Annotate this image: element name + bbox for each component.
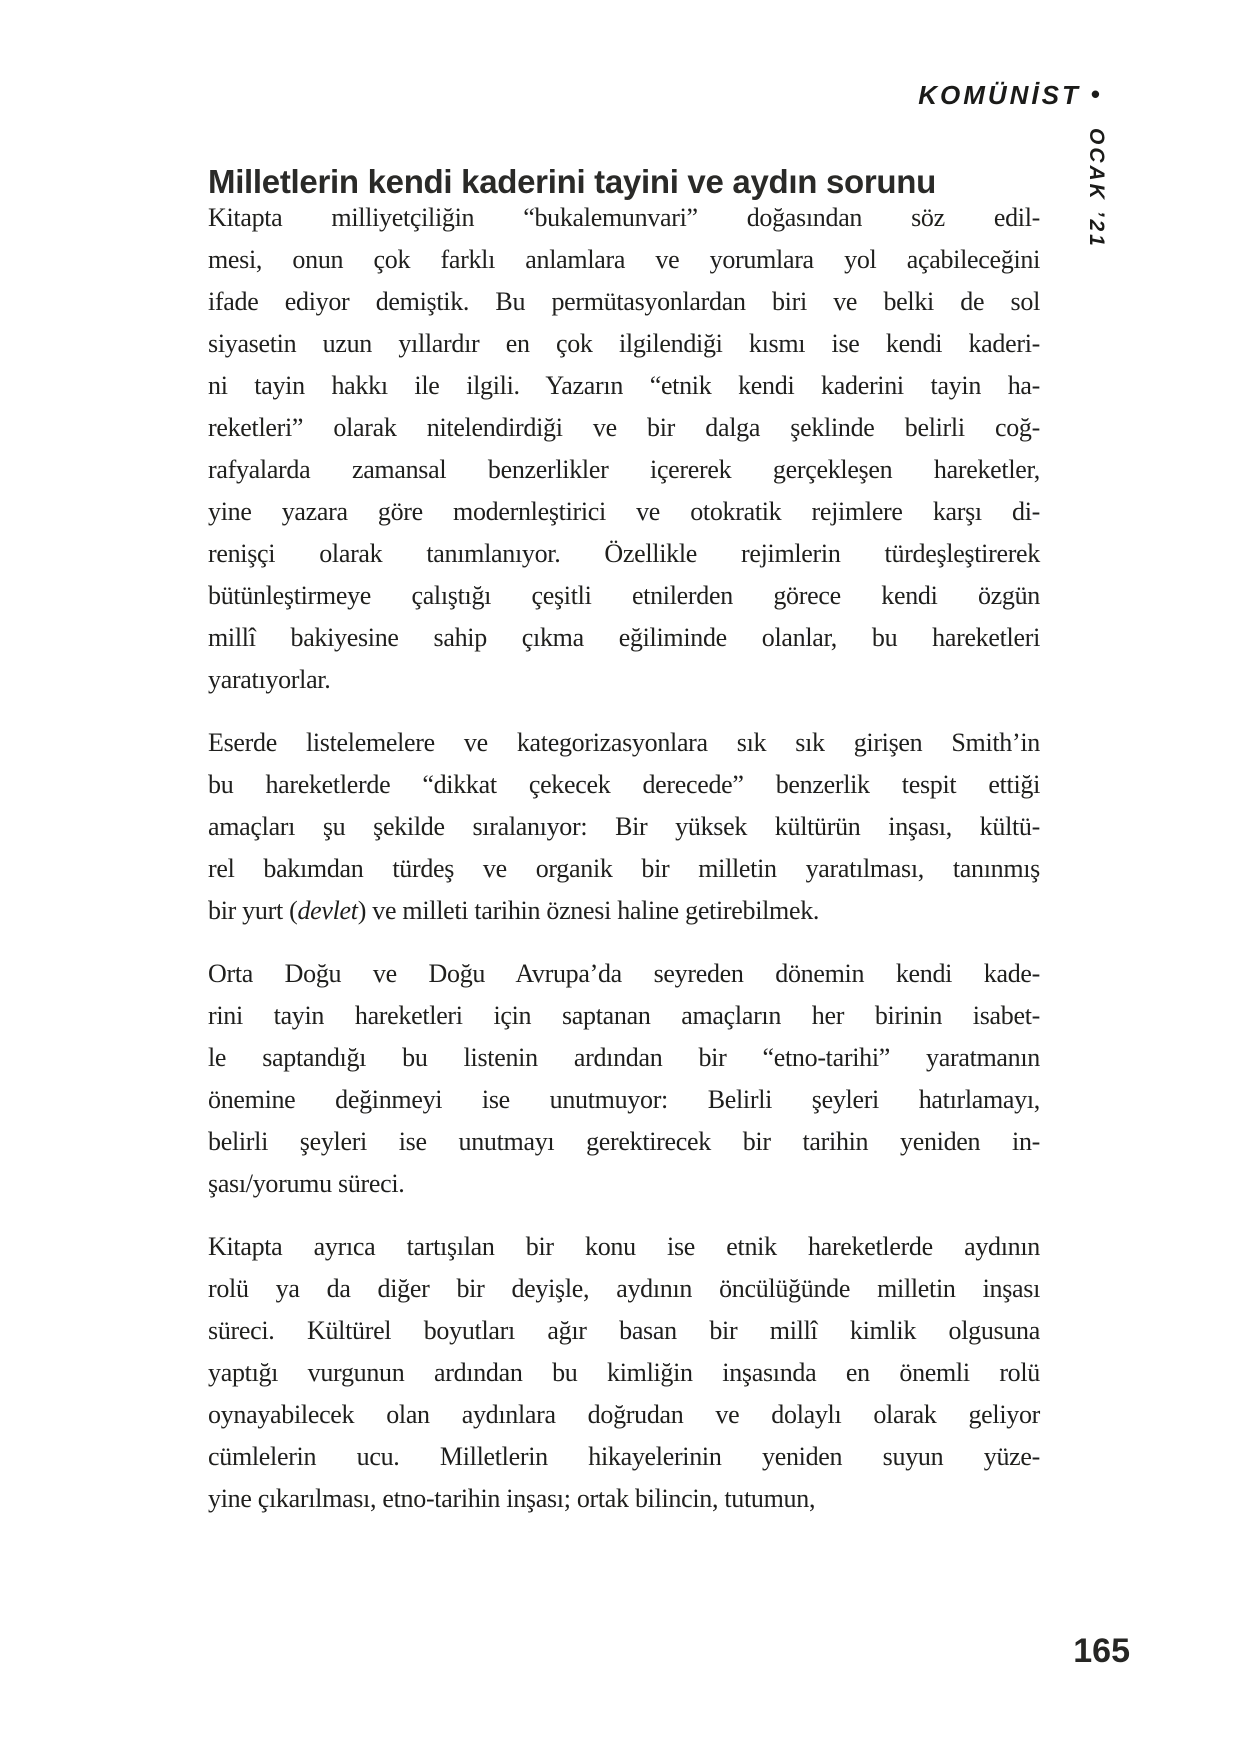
text-line: millî bakiyesine sahip çıkma eğiliminde olanlar, bu hareketleri: [208, 623, 1040, 652]
paragraph: [208, 953, 1040, 1205]
text-line: bu hareketlerde “dikkat çekecek derecede” benzerlik tespit ettiği: [208, 770, 1040, 799]
emphasized-text: devlet: [297, 896, 358, 925]
text-line: bir yurt (devlet) ve milleti tarihin öznesi haline getirebilmek.: [208, 896, 820, 925]
text-line: Orta Doğu ve Doğu Avrupa’da seyreden dönemin kendi kade-: [208, 959, 1040, 988]
text-line: oynayabilecek olan aydınlara doğrudan ve dolaylı olarak geliyor: [208, 1400, 1040, 1429]
text-line: reketleri” olarak nitelendirdiği ve bir dalga şeklinde belirli coğ-: [208, 413, 1040, 442]
paragraph: [208, 722, 1040, 932]
text-line: rolü ya da diğer bir deyişle, aydının öncülüğünde milletin inşası: [208, 1274, 1040, 1303]
text-line: rafyalarda zamansal benzerlikler içererek gerçekleşen hareketler,: [208, 455, 1040, 484]
text-line: Kitapta ayrıca tartışılan bir konu ise etnik hareketlerde aydının: [208, 1232, 1040, 1261]
magazine-title: KOMÜNİST: [918, 80, 1081, 110]
text-line: amaçları şu şekilde sıralanıyor: Bir yüksek kültürün inşası, kültü-: [208, 812, 1040, 841]
text-line: önemine değinmeyi ise unutmuyor: Belirli şeyleri hatırlamayı,: [208, 1085, 1040, 1114]
issue-date-vertical: OCAK ’21: [1085, 128, 1108, 249]
text-line: rini tayin hareketleri için saptanan amaçların her birinin isabet-: [208, 1001, 1040, 1030]
text-line: Kitapta milliyetçiliğin “bukalemunvari” doğasından söz edil-: [208, 203, 1040, 232]
text-line: süreci. Kültürel boyutları ağır basan bir millî kimlik olgusuna: [208, 1316, 1040, 1345]
text-line: siyasetin uzun yıllardır en çok ilgilendiği kısmı ise kendi kaderi-: [208, 329, 1040, 358]
text-line: renişçi olarak tanımlanıyor. Özellikle rejimlerin türdeşleştirerek: [208, 539, 1040, 568]
paragraph: [208, 197, 1040, 701]
text-line: belirli şeyleri ise unutmayı gerektirecek bir tarihin yeniden in-: [208, 1127, 1040, 1156]
text-line: ni tayin hakkı ile ilgili. Yazarın “etnik kendi kaderini tayin ha-: [208, 371, 1040, 400]
text-line: cümlelerin ucu. Milletlerin hikayelerinin yeniden suyun yüze-: [208, 1442, 1040, 1471]
page-number: 165: [1073, 1632, 1130, 1670]
text-line: bütünleştirmeye çalıştığı çeşitli etnilerden görece kendi özgün: [208, 581, 1040, 610]
masthead-bullet-icon: •: [1090, 79, 1100, 109]
text-line: şası/yorumu süreci.: [208, 1169, 405, 1198]
magazine-masthead: [918, 80, 1100, 111]
text-line: le saptandığı bu listenin ardından bir “etno-tarihi” yaratmanın: [208, 1043, 1040, 1072]
text-line: yaptığı vurgunun ardından bu kimliğin inşasında en önemli rolü: [208, 1358, 1040, 1387]
text-line: mesi, onun çok farklı anlamlara ve yorumlara yol açabileceğini: [208, 245, 1040, 274]
text-line: ifade ediyor demiştik. Bu permütasyonlardan biri ve belki de sol: [208, 287, 1040, 316]
paragraph: [208, 1226, 1040, 1520]
text-line: yine yazara göre modernleştirici ve otokratik rejimlere karşı di-: [208, 497, 1040, 526]
article-heading: Milletlerin kendi kaderini tayini ve aydın sorunu: [208, 163, 936, 201]
text-line: yine çıkarılması, etno-tarihin inşası; ortak bilincin, tutumun,: [208, 1484, 816, 1513]
text-line: rel bakımdan türdeş ve organik bir milletin yaratılması, tanınmış: [208, 854, 1040, 883]
text-line: yaratıyorlar.: [208, 665, 331, 694]
text-line: Eserde listelemelere ve kategorizasyonlara sık sık girişen Smith’in: [208, 728, 1040, 757]
article-body: [208, 197, 1040, 1520]
